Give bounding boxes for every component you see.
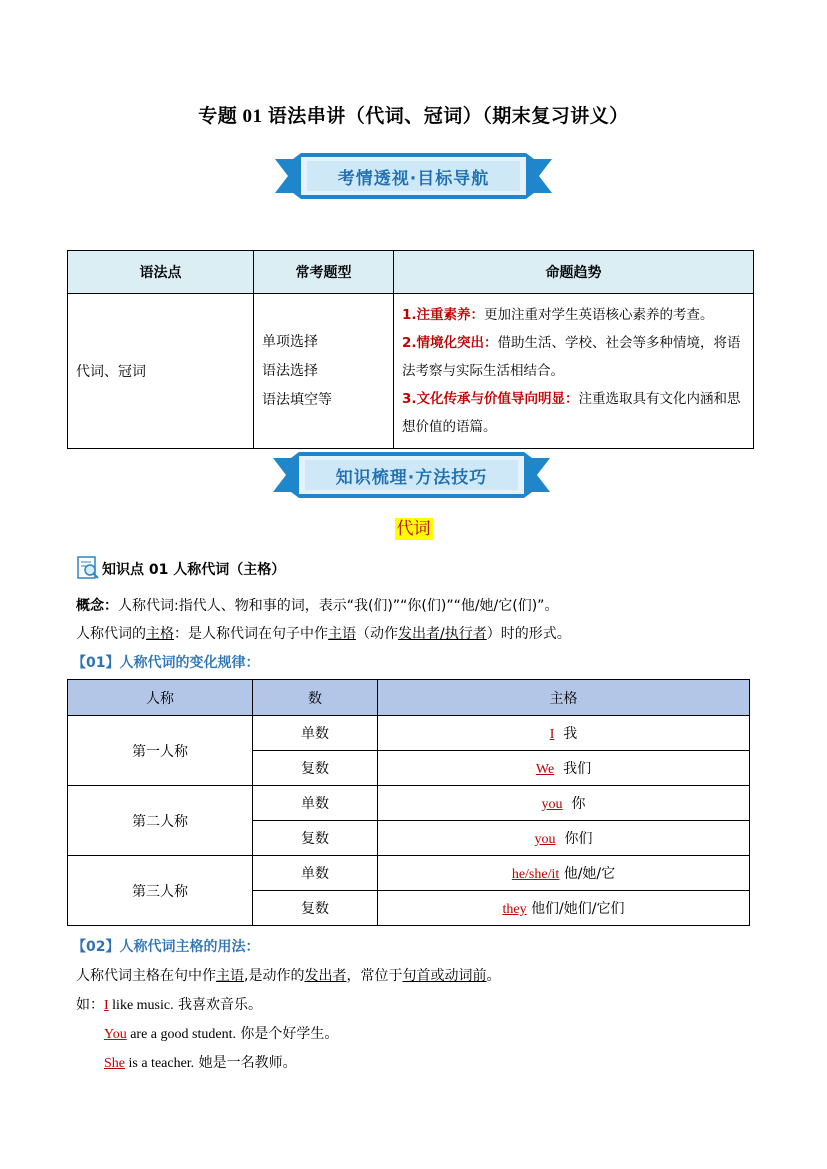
- text: 人称代词主格在句中作: [76, 968, 216, 984]
- example-line: [104, 1023, 338, 1043]
- example-en: are a good student.: [126, 1027, 236, 1042]
- trend-item: [402, 301, 745, 329]
- table-header: 常考题型: [254, 251, 394, 294]
- question-types-cell: [254, 294, 394, 449]
- text: 。: [486, 968, 501, 984]
- example-cn: 她是一名教师。: [194, 1055, 297, 1071]
- pronoun-cn: 你们: [564, 831, 593, 847]
- concept-text: 人称代词:指代人、物和事的词，表示“我(们)”“你(们)”“他/她/它(们)”。: [118, 598, 559, 614]
- knowledge-point-label: 知识点 01 人称代词（主格）: [102, 562, 286, 578]
- table-header: 命题趋势: [394, 251, 754, 294]
- nominative-definition: [76, 623, 571, 643]
- table-header: 主格: [378, 680, 750, 716]
- trend-text: 借助生活、学校、社会等多种情境，将语法考察与实际生活相结合。: [402, 335, 741, 379]
- person-cell: 第二人称: [68, 786, 253, 856]
- example-en: like music.: [108, 998, 174, 1013]
- trend-text: 更加注重对学生英语核心素养的考查。: [484, 307, 714, 323]
- underlined-term: 主语: [328, 626, 356, 642]
- example-pronoun: You: [104, 1027, 127, 1042]
- text: （动作: [356, 626, 398, 642]
- pronoun-cn: 他们/她们/它们: [531, 901, 625, 917]
- banner-knowledge-label: 知识梳理·方法技巧: [335, 467, 488, 488]
- banner-exam-overview: [275, 153, 552, 199]
- pronoun-cell: [378, 786, 750, 821]
- pronoun-cell: [378, 716, 750, 751]
- grammar-point-cell: 代词、冠词: [68, 294, 254, 449]
- trend-label: 1.注重素养：: [402, 307, 485, 323]
- underlined-term: 发出者/执行者: [398, 626, 487, 642]
- number-cell: 单数: [253, 716, 378, 751]
- banner-knowledge: [273, 452, 550, 498]
- question-type: 语法选择: [262, 362, 318, 379]
- section-title: [0, 514, 827, 539]
- pronoun-cell: [378, 891, 750, 926]
- text: ）时的形式。: [486, 626, 571, 642]
- number-cell: 复数: [253, 751, 378, 786]
- pronoun-en: you: [541, 797, 563, 812]
- pronoun-table: [67, 679, 750, 926]
- pronoun-cn: 他/她/它: [563, 866, 616, 882]
- example-line: [104, 1052, 297, 1072]
- pronoun-en: We: [535, 762, 555, 777]
- example-pronoun: She: [104, 1056, 125, 1071]
- concept-label: 概念：: [76, 598, 118, 614]
- example-pronoun: I: [104, 998, 109, 1013]
- table-header: 数: [253, 680, 378, 716]
- question-type: 单项选择: [262, 333, 318, 350]
- number-cell: 复数: [253, 891, 378, 926]
- knowledge-point-heading: [76, 556, 285, 580]
- trend-text: 注重选取具有文化内涵和思想价值的语篇。: [402, 391, 741, 435]
- pronoun-en: I: [549, 727, 555, 742]
- trend-label: 3.文化传承与价值导向明显：: [402, 391, 579, 407]
- example-cn: 你是个好学生。: [235, 1026, 339, 1042]
- pronoun-en: he/she/it: [511, 867, 560, 882]
- number-cell: 复数: [253, 821, 378, 856]
- pronoun-en: they: [502, 902, 527, 917]
- text: 人称代词的: [76, 626, 146, 642]
- table-header: 语法点: [68, 251, 254, 294]
- person-cell: 第三人称: [68, 856, 253, 926]
- example-en: is a teacher.: [125, 1056, 195, 1071]
- number-cell: 单数: [253, 856, 378, 891]
- trend-label: 2.情境化突出：: [402, 335, 498, 351]
- magnifier-book-icon: [76, 556, 100, 580]
- text: ,是动作的: [244, 968, 305, 984]
- example-line: [76, 994, 262, 1014]
- pronoun-cn: 你: [571, 796, 586, 812]
- concept-line: [76, 595, 558, 615]
- example-prefix: 如：: [76, 997, 104, 1013]
- number-cell: 单数: [253, 786, 378, 821]
- section-title-text: 代词: [396, 519, 431, 539]
- usage-line: [76, 965, 500, 985]
- pronoun-cell: [378, 856, 750, 891]
- underlined-term: 主语: [216, 968, 244, 984]
- subheading-02: 【02】人称代词主格的用法：: [72, 939, 260, 955]
- example-cn: 我喜欢音乐。: [173, 997, 263, 1013]
- subheading-01: 【01】人称代词的变化规律：: [72, 655, 260, 671]
- underlined-term: 句首或动词前: [402, 968, 487, 984]
- pronoun-en: you: [534, 832, 556, 847]
- table-header: 人称: [68, 680, 253, 716]
- banner-exam-overview-label: 考情透视·目标导航: [337, 168, 490, 189]
- text: ，常位于: [346, 968, 403, 984]
- pronoun-cn: 我们: [563, 761, 592, 777]
- question-type: 语法填空等: [262, 391, 332, 408]
- trends-cell: [394, 294, 754, 449]
- exam-overview-table: [67, 250, 754, 449]
- underlined-term: 发出者: [304, 968, 347, 984]
- pronoun-cell: [378, 821, 750, 856]
- page-title: 专题 01 语法串讲（代词、冠词）（期末复习讲义）: [198, 106, 629, 127]
- text: ：是人称代词在句子中作: [174, 626, 328, 642]
- pronoun-cn: 我: [563, 726, 578, 742]
- trend-item: [402, 329, 745, 385]
- trend-item: [402, 385, 745, 441]
- pronoun-cell: [378, 751, 750, 786]
- person-cell: 第一人称: [68, 716, 253, 786]
- underlined-term: 主格: [146, 626, 174, 642]
